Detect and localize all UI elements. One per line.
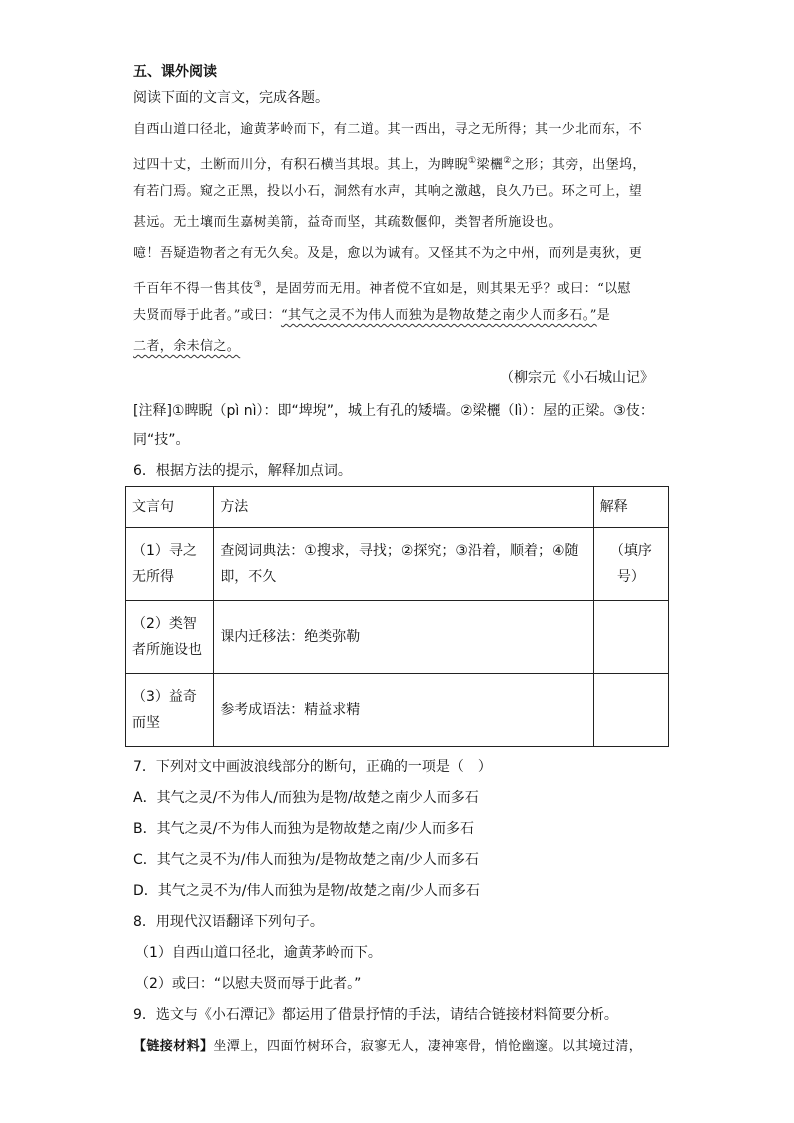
section-heading: 五、课外阅读 bbox=[133, 64, 217, 80]
translation-item: （2）或曰：“以慰夫贤而辱于此者。” bbox=[135, 976, 362, 992]
question-9-prompt: 9．选文与《小石潭记》都运用了借景抒情的手法，请结合链接材料简要分析。 bbox=[133, 1007, 618, 1023]
sentence-cell: （2）类智者所施设也 bbox=[126, 601, 214, 674]
passage-line bbox=[133, 337, 240, 357]
passage-line: 有若门焉。窥之正黑，投以小石，洞然有水声，其响之激越，良久乃已。环之可上，望 bbox=[133, 184, 643, 199]
table-row bbox=[126, 601, 669, 674]
question-6-prompt: 6．根据方法的提示，解释加点词。 bbox=[133, 463, 352, 479]
method-cell: 课内迁移法：绝类弥勒 bbox=[214, 601, 593, 674]
passage-text: ，是固劳而无用。神者傥不宜如是，则其果无乎？或曰：“以慰 bbox=[262, 281, 631, 297]
sentence-cell: （1）寻之无所得 bbox=[126, 528, 214, 601]
link-material-text: 坐潭上，四面竹树环合，寂寥无人，凄神寒骨，悄怆幽邃。以其境过清， bbox=[213, 1039, 643, 1054]
table-header-row bbox=[126, 487, 669, 528]
notes-line: 同“技”。 bbox=[133, 432, 190, 448]
translation-item: （1）自西山道口径北，逾黄茅岭而下。 bbox=[135, 945, 382, 961]
question-8-prompt: 8．用现代汉语翻译下列句子。 bbox=[133, 914, 324, 930]
passage-text: 过四十丈，土断而川分，有积石横当其垠。其上，为睥睨 bbox=[133, 157, 469, 173]
link-material bbox=[133, 1037, 642, 1057]
section-instruction: 阅读下面的文言文，完成各题。 bbox=[133, 90, 329, 106]
passage-text: 千百年不得一售其伎 bbox=[133, 281, 254, 297]
footnote-mark: ③ bbox=[253, 280, 263, 290]
answer-cell[interactable] bbox=[593, 601, 668, 674]
passage-line bbox=[133, 151, 646, 175]
sentence-cell: （3）益奇而坚 bbox=[126, 674, 214, 747]
table-row bbox=[126, 528, 669, 601]
passage-line: 甚远。无土壤而生嘉树美箭，益奇而坚，其疏数偃仰，类智者所施设也。 bbox=[133, 215, 562, 230]
footnote-mark: ① bbox=[468, 156, 477, 166]
table-header-cell: 文言句 bbox=[126, 487, 214, 528]
option-a[interactable]: A．其气之灵/不为伟人/而独为是物/故楚之南少人而多石 bbox=[133, 790, 479, 806]
passage-text: 梁欐 bbox=[476, 157, 504, 173]
table-header-cell: 解释 bbox=[593, 487, 668, 528]
method-cell: 参考成语法：精益求精 bbox=[214, 674, 593, 747]
passage-line bbox=[133, 275, 631, 299]
answer-cell[interactable]: （填序号） bbox=[593, 528, 668, 601]
notes-line: [注释]①睥睨（pì nì）：即“埤堄”，城上有孔的矮墙。②梁欐（lì）：屋的正梁。③伎： bbox=[133, 403, 654, 419]
passage-source: （柳宗元《小石城山记》 bbox=[500, 370, 654, 386]
passage-text: 夫贤而辱于此者。”或曰： bbox=[133, 308, 281, 323]
passage-line: 自西山道口径北，逾黄茅岭而下，有二道。其一西出，寻之无所得；其一少北而东，不 bbox=[133, 122, 643, 137]
footnote-mark: ② bbox=[503, 156, 512, 166]
table-header-cell: 方法 bbox=[214, 487, 593, 528]
question-7-prompt: 7．下列对文中画波浪线部分的断句，正确的一项是（ ） bbox=[133, 759, 492, 775]
wavy-underlined-sentence: “其气之灵不为伟人而独为是物故楚之南少人而多石。” bbox=[280, 308, 597, 323]
option-c[interactable]: C．其气之灵不为/伟人而独为/是物故楚之南/少人而多石 bbox=[133, 852, 479, 868]
method-table bbox=[125, 486, 669, 747]
option-b[interactable]: B．其气之灵/不为伟人而独为是物故楚之南/少人而多石 bbox=[133, 821, 475, 837]
passage-text: 之形；其旁，出堡坞， bbox=[511, 157, 646, 173]
table-row bbox=[126, 674, 669, 747]
answer-cell[interactable] bbox=[593, 674, 668, 747]
passage-text: 是 bbox=[596, 308, 611, 323]
method-cell: 查阅词典法：①搜求，寻找；②探究；③沿着，顺着；④随即，不久 bbox=[214, 528, 593, 601]
passage-line bbox=[133, 306, 610, 326]
link-material-label: 【链接材料】 bbox=[133, 1039, 214, 1054]
passage-line: 噫！吾疑造物者之有无久矣。及是，愈以为诚有。又怪其不为之中州，而列是夷狄，更 bbox=[133, 246, 643, 261]
wavy-underlined-continuation: 二者，余未信之。 bbox=[133, 339, 241, 354]
option-d[interactable]: D．其气之灵不为/伟人而独为是物/故楚之南/少人而多石 bbox=[133, 883, 480, 899]
